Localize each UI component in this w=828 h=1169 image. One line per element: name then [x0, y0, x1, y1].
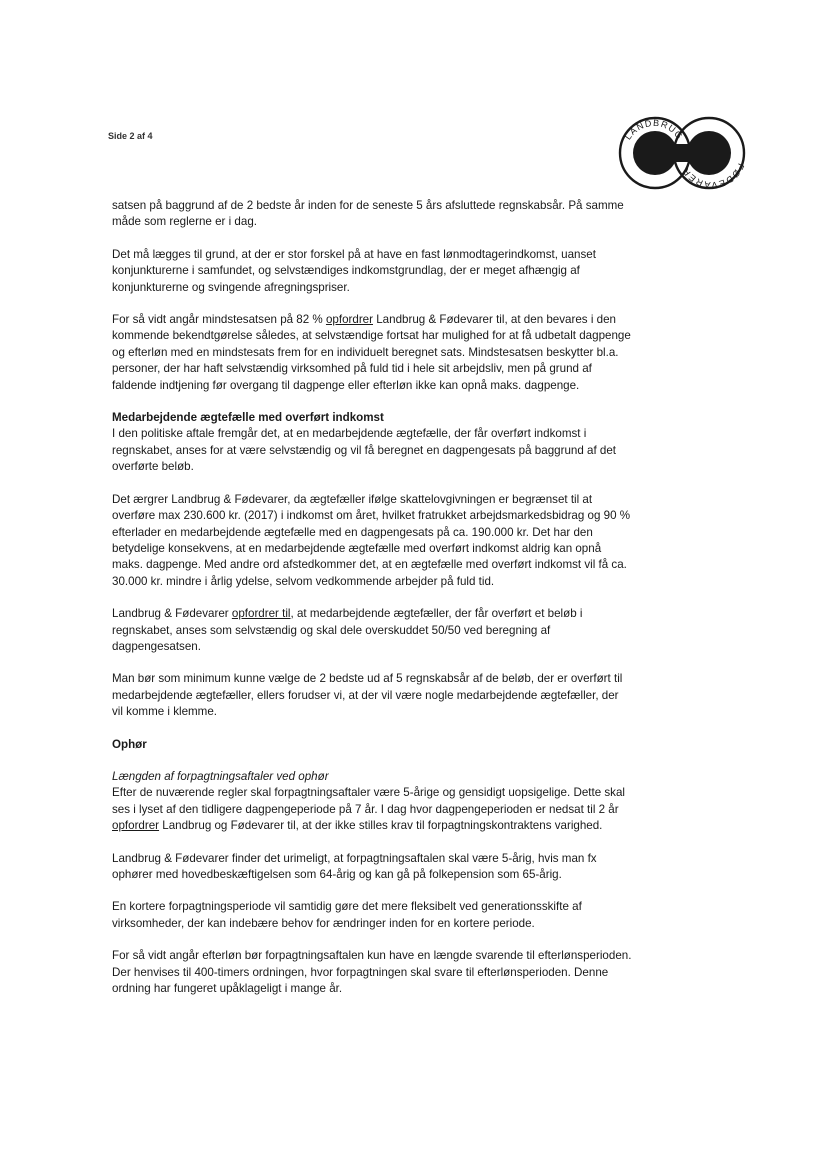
paragraph: Landbrug & Fødevarer finder det urimeligt, at forpagtningsaftalen skal være 5-årig, hvis man fx ophører med hovedbeskæftigelsen som 64-årig og kan gå på folkepension som 65-årig.: [112, 851, 597, 881]
paragraph: For så vidt angår efterløn bør forpagtningsaftalen kun have en længde svarende til efterlønsperioden. Der henvises til 400-timers ordningen, hvor forpagtningen skal svare til efterlønsperioden. Denne ordning har fungeret upåklageligt i mange år.: [112, 949, 632, 996]
page-number-label: Side 2 af 4: [108, 131, 153, 141]
paragraph: Det ærgrer Landbrug & Fødevarer, da ægtefæller ifølge skattelovgivningen er begrænset til at overføre max 230.600 kr. (2017) i indkomst om året, hvilket fratrukket arbejdsmarkedsbidrag og 90 % efterlader en medarbejdende ægtefælle med en dagpengesats på ca. 190.000 kr. Det har den betydelige konsekvens, at en medarbejdende ægtefælle med overført indkomst aldrig kan opnå maks. dagpenge. Med andre ord afstedkommer det, at en ægtefælle med overført indkomst vil få ca. 30.000 kr. mindre i årlig ydelse, selvom vedkommende arbejder på fuld tid.: [112, 492, 631, 588]
section-heading-ophoer: Ophør: [112, 737, 147, 751]
section-heading: Medarbejdende ægtefælle med overført indkomst: [112, 411, 384, 425]
logo-text-left: LANDBRUG: [622, 117, 686, 142]
paragraph: satsen på baggrund af de 2 bedste år inden for de seneste 5 års afsluttede regnskabsår. På samme måde som reglerne er i dag.: [112, 199, 624, 229]
paragraph: Det må lægges til grund, at der er stor forskel på at have en fast lønmodtagerindkomst, uanset konjunkturerne i samfundet, og selvstændiges indkomstgrundlag, der er meget afhængig af konjunkturerne og svingende afregningspriser.: [112, 247, 596, 294]
section-forpagtning: Længden af forpagtningsaftaler ved ophør Efter de nuværende regler skal forpagtningsaftaler være 5-årige og gensidigt uopsigelige. Dette skal ses i lyset af den tidligere dagpengeperiode på 7 år. I dag hvor dagpengeperioden er nedsat til 2 år opfordrer Landbrug og Fødevarer til, at der ikke stilles krav til forpagtningskontraktens varighed.: [112, 769, 632, 835]
sub-heading: Længden af forpagtningsaftaler ved ophør: [112, 769, 329, 783]
paragraph: For så vidt angår mindstesatsen på 82 % opfordrer Landbrug & Fødevarer til, at den bevares i den kommende bekendtgørelse således, at selvstændige fortsat har mulighed for at få udbetalt dagpenge og efterløn med en mindstesats frem for en individuelt beregnet sats. Mindstesatsen beskytter bl.a. personer, der har haft selvstændig virksomhed på fuld tid i hele sit arbejdsliv, men på grund af faldende indtjening før overgang til dagpenge eller efterløn ikke kan opnå maks. dagpenge.: [112, 313, 631, 392]
logo-text-right: FØDEVARER: [680, 161, 747, 191]
paragraph: Landbrug & Fødevarer opfordrer til, at medarbejdende ægtefæller, der får overført et beløb i regnskabet, anses som selvstændig og skal dele overskuddet 50/50 ved beregning af dagpengesatsen.: [112, 607, 583, 653]
paragraph: En kortere forpagtningsperiode vil samtidig gøre det mere fleksibelt ved generationsskifte af virksomheder, der kan indebære behov for ændringer inden for en kortere periode.: [112, 900, 582, 930]
section-medarbejdende: Medarbejdende ægtefælle med overført indkomst I den politiske aftale fremgår det, at en medarbejdende ægtefælle, der får overført indkomst i regnskabet, anses for at være selvstændig og vil få beregnet en dagpengesats på baggrund af det overførte beløb.: [112, 410, 632, 476]
landbrug-foedevarer-logo: [616, 114, 748, 192]
letter-body: [112, 198, 632, 1013]
paragraph: Man bør som minimum kunne vælge de 2 bedste ud af 5 regnskabsår af de beløb, der er overført til medarbejdende ægtefæller, ellers forudser vi, at der vil være nogle medarbejdende ægtefæller, der vil komme i klemme.: [112, 672, 623, 719]
